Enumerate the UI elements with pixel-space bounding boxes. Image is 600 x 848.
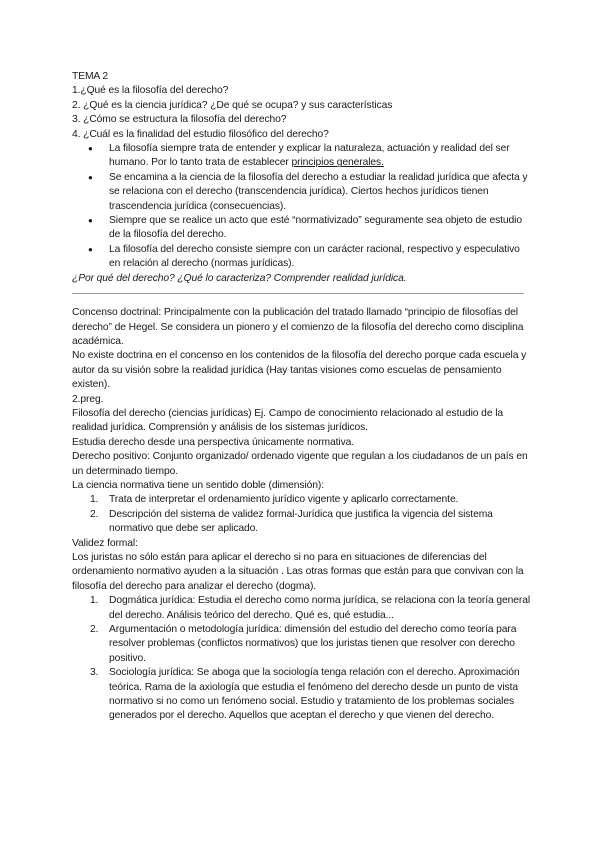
list-item (72, 666, 532, 724)
horizontal-divider (72, 293, 524, 294)
bullet-item: ● La filosofía del derecho consiste siempre con un carácter racional, respectivo y especulativo en relación al derecho (normas jurídicas). (72, 243, 532, 272)
list-text: Argumentación o metodología jurídica: dimensión del estudio del derecho como teoría para resolver problemas (conflictos normativos) que los juristas tienen que resolver con derecho positivo. (109, 624, 517, 664)
forms-list (72, 594, 532, 724)
question-1: 1.¿Qué es la filosofía del derecho? (72, 85, 229, 97)
list-text: Sociología jurídica: Se aboga que la sociología tenga relación con el derecho. Aproximación teórica. Rama de la axiología que estudia el fenómeno del derecho desde un punto de vista normativo si no como un fenómeno social. Estudio y tratamiento de los problemas sociales generados por el derecho. Aquellos que aceptan el derecho y que vienen del derecho. (109, 667, 520, 722)
list-item (72, 493, 532, 507)
document-page (72, 70, 532, 724)
question-3: 3. ¿Cómo se estructura la filosofía del derecho? (72, 114, 287, 126)
list-text: Trata de interpretar el ordenamiento jurídico vigente y aplicarlo correctamente. (109, 494, 459, 506)
list-text: Dogmática jurídica: Estudia el derecho como norma jurídica, se relaciona con la teoría general del derecho. Análisis teórico del derecho. Qué es, qué estudia... (109, 595, 531, 621)
bullet-item: ● Se encamina a la ciencia de la filosofía del derecho a estudiar la realidad jurídica que afecta y se relaciona con el derecho (transcendencia jurídica). Ciertos hechos jurídicos tienen trascendencia jurídica (consecuencias). (72, 171, 532, 214)
question-2: 2. ¿Qué es la ciencia jurídica? ¿De qué se ocupa? y sus características (72, 99, 393, 111)
paragraph-derecho-positivo: Derecho positivo: Conjunto organizado/ ordenado vigente que regulan a los ciudadanos de un país en un determinado tiempo. (72, 451, 528, 477)
paragraph-filosofia: Filosofía del derecho (ciencias jurídicas) Ej. Campo de conocimiento relacionado al estudio de la realidad jurídica. Comprensión y análisis de los sistemas jurídicos. (72, 407, 504, 434)
underlined-phrase: principios generales. (291, 157, 384, 169)
paragraph-juristas: Los juristas no sólo están para aplicar el derecho si no para en situaciones de diferencias del ordenamiento normativo ayuden a la situación . Las otras formas que están para que convivan con la filosofía del derecho para analizar el derecho (dogma). (72, 552, 524, 592)
paragraph-ciencia-normativa: La ciencia normativa tiene un sentido doble (dimensión): (72, 479, 324, 491)
question-4: 4. ¿Cuál es la finalidad del estudio filosófico del derecho? (72, 128, 329, 140)
closing-question: ¿Por qué del derecho? ¿Qué lo caracteriza? Comprender realidad jurídica. (72, 272, 407, 284)
answer-bullet-list (72, 142, 532, 272)
topic-title: TEMA 2 (72, 71, 109, 82)
list-number: 1. (90, 494, 99, 506)
list-item (72, 594, 532, 623)
list-number: 2. (90, 508, 99, 520)
paragraph-validez-formal: Validez formal: (72, 537, 138, 549)
list-text: Descripción del sistema de validez formal-Jurídica que justifica la vigencia del sistema normativo que debe ser aplicado. (109, 508, 493, 535)
list-item (72, 623, 532, 666)
bullet-text: La filosofía siempre trata de entender y explicar la naturaleza, actuación y realidad del ser humano. Por lo tanto trata de establecer (109, 143, 510, 169)
paragraph-doctrina: No existe doctrina en el concenso en los contenidos de la filosofía del derecho porque cada escuela y autor da su visión sobre la realidad jurídica (Hay tantas visiones como escuelas de pensamiento existen). (72, 350, 527, 391)
bullet-item: ● Siempre que se realice un acto que esté “normativizado” seguramente sea objeto de estudio de la filosofía del derecho. (72, 214, 532, 243)
list-number: 3. (90, 667, 99, 679)
dimension-list (72, 493, 532, 536)
section-label: 2.preg. (72, 393, 104, 405)
list-number: 2. (90, 624, 99, 636)
paragraph-consenso: Concenso doctrinal: Principalmente con la publicación del tratado llamado “principio de filosofías del derecho” de Hegel. Se considera un pionero y el comienzo de la filosofía del derecho como disciplina académica. (72, 307, 524, 347)
list-number: 1. (90, 595, 99, 607)
paragraph-estudia: Estudia derecho desde una perspectiva únicamente normativa. (72, 436, 355, 448)
bullet-item (72, 142, 532, 171)
list-item (72, 508, 532, 537)
